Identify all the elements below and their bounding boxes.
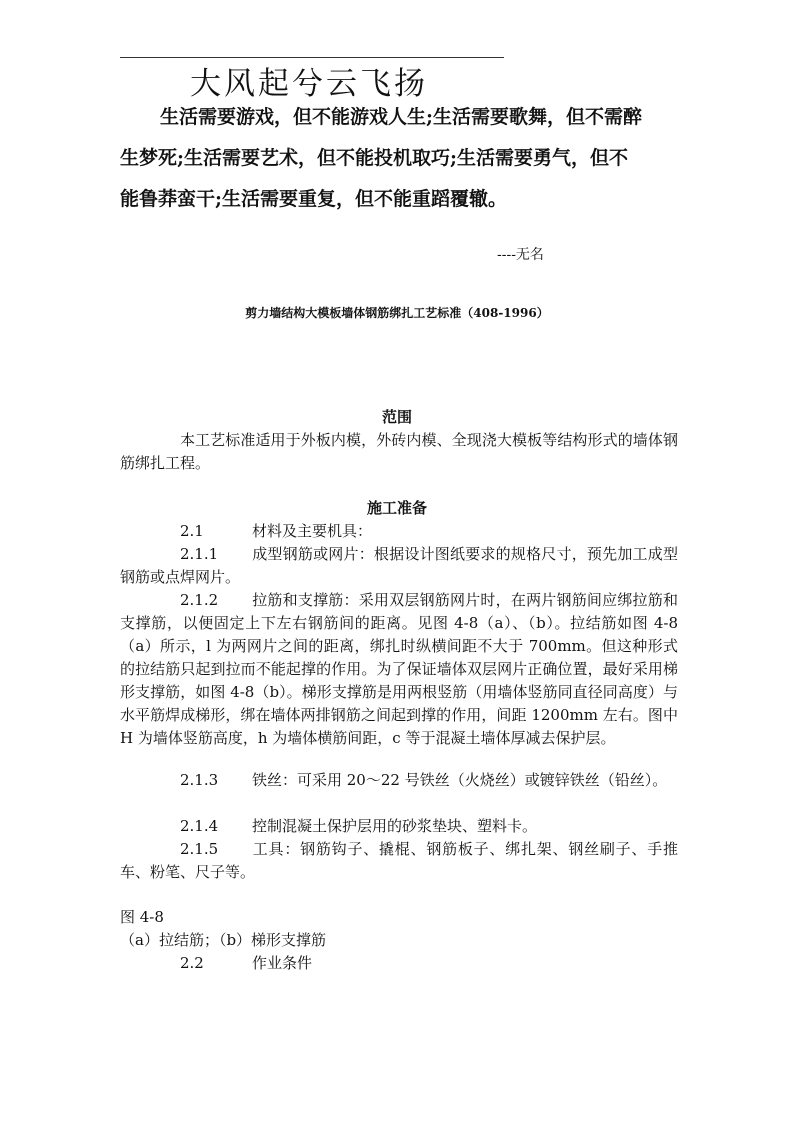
item-number: 2.1.5	[180, 840, 219, 858]
item-text: 拉筋和支撑筋：采用双层钢筋网片时，在两片钢筋间应绑拉筋和支撑筋，以便固定上下左右钢筋间的距离。见图 4-8（a）、（b）。拉结筋如图 4-8（a）所示，l 为两网片之间的距离，绑扎时纵横间距不大于 700mm。但这种形式的拉结筋只起到拉而不能起撑的作用。为了保证墙体双层网片正确位置，最好采用梯形支撑筋，如图 4-8（b）。梯形支撑筋是用两根竖筋（用墙体竖筋同直径同高度）与水平筋焊成梯形，绑在墙体两排钢筋之间起到撑的作用，间距 1200mm 左右。图中 H 为墙体竖筋高度，h 为墙体横筋间距，c 等于混凝土墙体厚减去保护层。	[120, 591, 678, 747]
item-number: 2.2	[180, 954, 204, 972]
item-text: 控制混凝土保护层用的砂浆垫块、塑料卡。	[252, 817, 538, 835]
item-2-2	[120, 952, 678, 975]
motto-line: 生梦死;生活需要艺术，但不能投机取巧;生活需要勇气，但不	[120, 147, 629, 169]
scope-paragraph	[120, 429, 678, 475]
document-title: 剪力墙结构大模板墙体钢筋绑扎工艺标准（408-1996）	[245, 306, 549, 320]
paragraph-text: 本工艺标准适用于外板内模，外砖内模、全现浇大模板等结构形式的墙体钢筋绑扎工程。	[120, 431, 678, 472]
item-text: 工具：钢筋钩子、撬棍、钢筋板子、绑扎架、钢丝刷子、手推车、粉笔、尺子等。	[120, 840, 678, 881]
motto-line: 能鲁莽蛮干;生活需要重复，但不能重蹈覆辙。	[120, 188, 508, 210]
item-number: 2.1.3	[180, 771, 219, 789]
motto-line: 生活需要游戏，但不能游戏人生;生活需要歌舞，但不需醉	[160, 106, 643, 128]
section-heading-scope: 范围	[381, 408, 412, 426]
item-number: 2.1.1	[180, 545, 219, 563]
item-text: 作业条件	[252, 954, 313, 972]
item-number: 2.1.2	[180, 591, 219, 609]
item-text: 成型钢筋或网片：根据设计图纸要求的规格尺寸，预先加工成型钢筋或点焊网片。	[120, 545, 678, 586]
figure-label: 图 4-8	[120, 908, 164, 926]
banner-title: 大风起兮云飞扬	[190, 66, 428, 102]
motto	[120, 97, 680, 220]
item-2-1-3	[120, 769, 678, 792]
item-2-1-2	[120, 589, 678, 750]
attribution: ----无名	[497, 247, 544, 263]
item-number: 2.1.4	[180, 817, 219, 835]
item-2-1	[120, 520, 678, 543]
section-heading-prep: 施工准备	[366, 499, 427, 517]
item-text: 材料及主要机具：	[252, 522, 373, 540]
item-number: 2.1	[180, 522, 204, 540]
item-2-1-4	[120, 815, 678, 838]
figure-caption: （a）拉结筋；（b）梯形支撑筋	[120, 931, 327, 949]
item-2-1-5	[120, 838, 678, 884]
item-2-1-1	[120, 543, 678, 589]
item-text: 铁丝：可采用 20～22 号铁丝（火烧丝）或镀锌铁丝（铅丝）。	[252, 771, 668, 789]
